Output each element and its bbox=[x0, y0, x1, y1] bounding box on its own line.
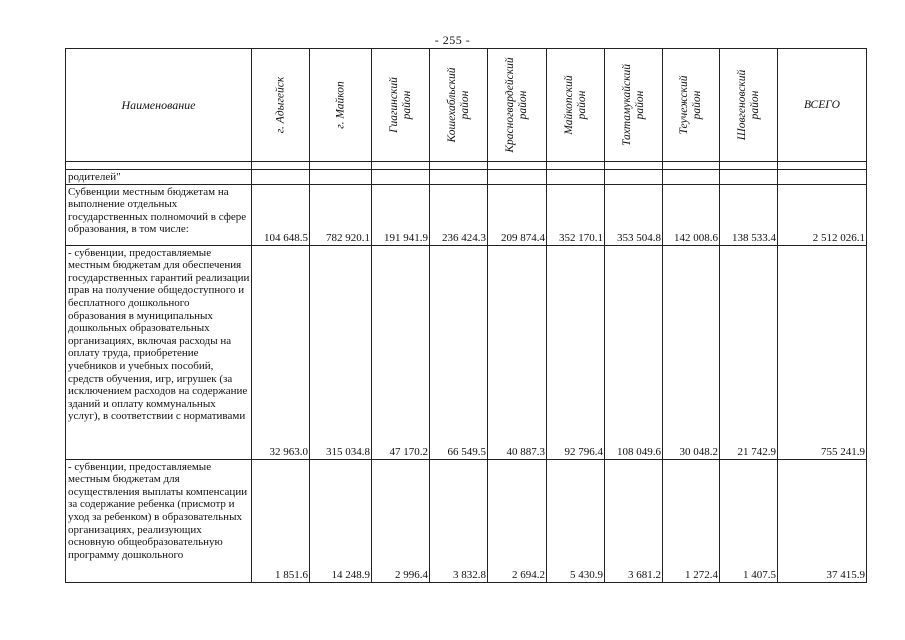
cell-teuchezhsky: 142 008.6 bbox=[663, 184, 720, 245]
cell-maikopsky: 352 170.1 bbox=[547, 184, 605, 245]
column-header-total: ВСЕГО bbox=[778, 49, 867, 162]
table-row bbox=[66, 459, 867, 582]
cell-maikopsky: 92 796.4 bbox=[547, 245, 605, 459]
cell-koshekhablsky: 236 424.3 bbox=[430, 184, 488, 245]
column-header-maikopsky: Майкопский район bbox=[547, 49, 605, 162]
cell-total: 755 241.9 bbox=[778, 245, 867, 459]
cell-shovgenovsky bbox=[720, 170, 778, 185]
table-row bbox=[66, 170, 867, 185]
row-name: - субвенции, предоставляемые местным бюджетам для обеспечения государственных гарантий реализации прав на получение общедоступного и бесплатного дошкольного образования в муниципальных дошкольных образовательных организациях, включая расходы на оплату труда, приобретение учебников и учебных пособий, средств обучения, игр, игрушек (за исключением расходов на содержание зданий и оплату коммунальных услуг), в соответствии с нормативами bbox=[66, 245, 252, 459]
cell-krasnogvardeisky: 209 874.4 bbox=[488, 184, 547, 245]
cell-teuchezhsky bbox=[663, 170, 720, 185]
cell-koshekhablsky bbox=[430, 170, 488, 185]
budget-table bbox=[65, 48, 867, 583]
cell-maikop-city: 782 920.1 bbox=[310, 184, 372, 245]
cell-maikop-city: 315 034.8 bbox=[310, 245, 372, 459]
cell-adygeisk: 1 851.6 bbox=[252, 459, 310, 582]
cell-koshekhablsky: 66 549.5 bbox=[430, 245, 488, 459]
cell-krasnogvardeisky bbox=[488, 170, 547, 185]
cell-teuchezhsky: 1 272.4 bbox=[663, 459, 720, 582]
column-header-adygeisk: г. Адыгейск bbox=[252, 49, 310, 162]
cell-total bbox=[778, 170, 867, 185]
table-header-row bbox=[66, 49, 867, 162]
cell-shovgenovsky: 1 407.5 bbox=[720, 459, 778, 582]
cell-maikopsky: 5 430.9 bbox=[547, 459, 605, 582]
cell-giaginsky bbox=[372, 170, 430, 185]
column-header-koshekhablsky: Кошехабльский район bbox=[430, 49, 488, 162]
row-name: Субвенции местным бюджетам на выполнение отдельных государственных полномочий в сфере образования, в том числе: bbox=[66, 184, 252, 245]
cell-shovgenovsky: 21 742.9 bbox=[720, 245, 778, 459]
table-row bbox=[66, 184, 867, 245]
cell-total: 37 415.9 bbox=[778, 459, 867, 582]
cell-krasnogvardeisky: 2 694.2 bbox=[488, 459, 547, 582]
column-header-giaginsky: Гиагинский район bbox=[372, 49, 430, 162]
column-header-krasnogvardeisky: Красногвардейский район bbox=[488, 49, 547, 162]
column-header-takhtamukaisky: Тахтамукайский район bbox=[605, 49, 663, 162]
column-header-name: Наименование bbox=[66, 49, 252, 162]
cell-takhtamukaisky: 353 504.8 bbox=[605, 184, 663, 245]
column-header-teuchezhsky: Теучежский район bbox=[663, 49, 720, 162]
header-spacer-row bbox=[66, 162, 867, 170]
cell-shovgenovsky: 138 533.4 bbox=[720, 184, 778, 245]
page-number: - 255 - bbox=[434, 33, 471, 47]
cell-giaginsky: 47 170.2 bbox=[372, 245, 430, 459]
cell-takhtamukaisky: 108 049.6 bbox=[605, 245, 663, 459]
cell-giaginsky: 191 941.9 bbox=[372, 184, 430, 245]
cell-maikopsky bbox=[547, 170, 605, 185]
table-row bbox=[66, 245, 867, 459]
cell-takhtamukaisky bbox=[605, 170, 663, 185]
column-header-maikop-city: г. Майкоп bbox=[310, 49, 372, 162]
cell-koshekhablsky: 3 832.8 bbox=[430, 459, 488, 582]
cell-adygeisk bbox=[252, 170, 310, 185]
cell-maikop-city: 14 248.9 bbox=[310, 459, 372, 582]
cell-teuchezhsky: 30 048.2 bbox=[663, 245, 720, 459]
cell-maikop-city bbox=[310, 170, 372, 185]
row-name: - субвенции, предоставляемые местным бюджетам для осуществления выплаты компенсации за содержание ребенка (присмотр и уход за ребенком) в образовательных организациях, реализующих основную общеобразовательную программу дошкольного bbox=[66, 459, 252, 582]
column-header-shovgenovsky: Шовгеновский район bbox=[720, 49, 778, 162]
cell-takhtamukaisky: 3 681.2 bbox=[605, 459, 663, 582]
cell-krasnogvardeisky: 40 887.3 bbox=[488, 245, 547, 459]
cell-total: 2 512 026.1 bbox=[778, 184, 867, 245]
cell-giaginsky: 2 996.4 bbox=[372, 459, 430, 582]
cell-adygeisk: 32 963.0 bbox=[252, 245, 310, 459]
cell-adygeisk: 104 648.5 bbox=[252, 184, 310, 245]
row-name: родителей" bbox=[66, 170, 252, 185]
